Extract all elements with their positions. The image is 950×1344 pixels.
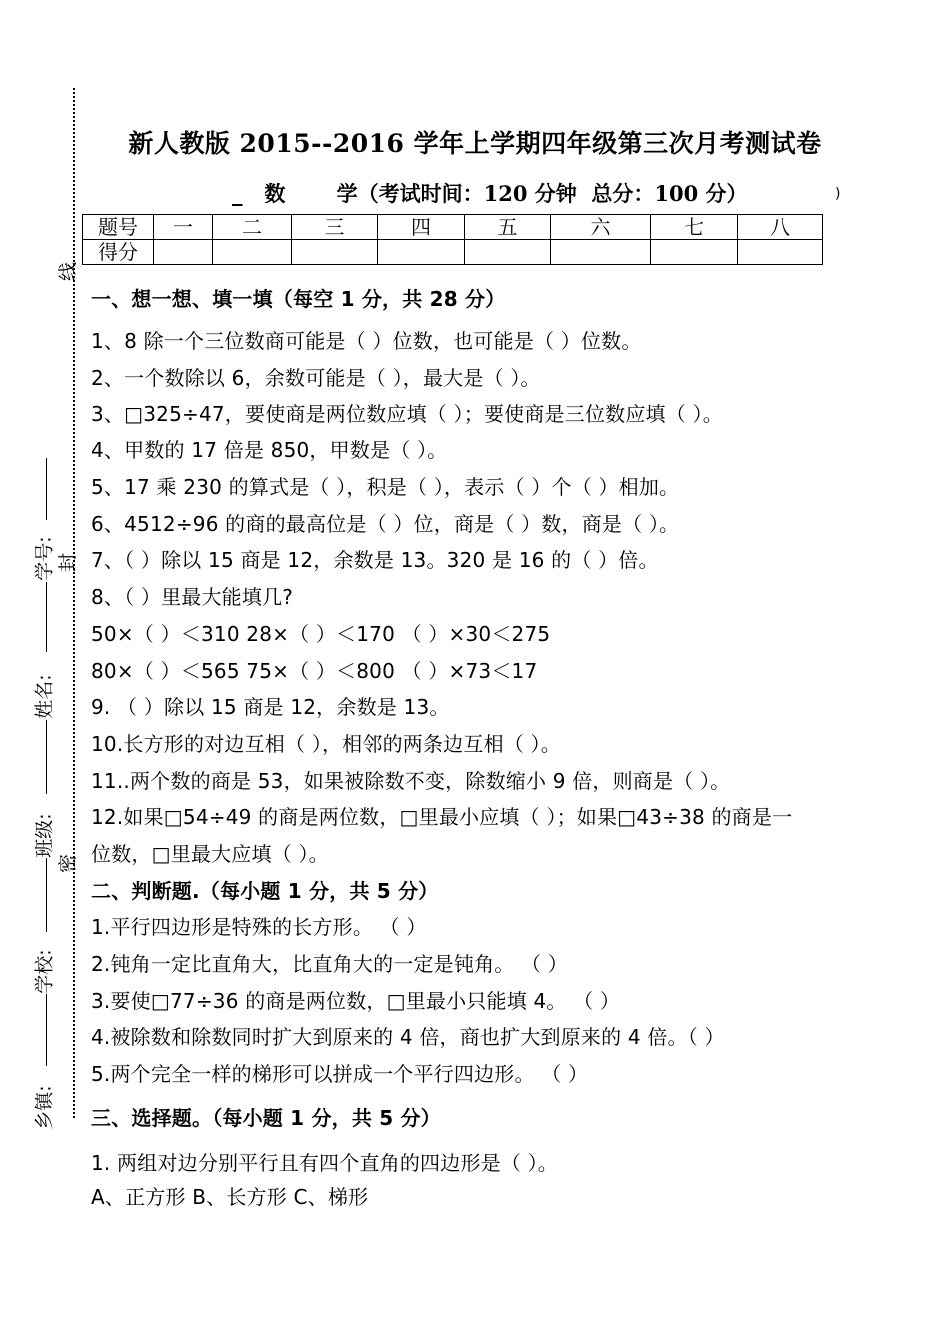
score-cell — [378, 240, 465, 265]
score-cell — [551, 240, 651, 265]
score-cell — [213, 240, 292, 265]
section2-heading: 二、判断题.（每小题 1 分，共 5 分） — [91, 879, 439, 903]
exam-subtitle: _ 数 学（考试时间：120 分钟 总分：100 分） — [232, 181, 748, 206]
question-line: 位数，□里最大应填（ ）。 — [91, 842, 329, 866]
score-cell — [738, 240, 823, 265]
question-line: 10.长方形的对边互相（ ），相邻的两条边互相（ ）。 — [91, 732, 561, 756]
section3-heading: 三、选择题。（每小题 1 分，共 5 分） — [91, 1106, 441, 1130]
question-line: 80×（ ）＜565 75×（ ）＜800 （ ）×73＜17 — [91, 659, 538, 683]
score-table-col-6: 六 — [551, 215, 651, 240]
score-table-col-2: 二 — [213, 215, 292, 240]
name-line — [46, 582, 47, 652]
question-line: 9. （ ）除以 15 商是 12，余数是 13。 — [91, 695, 450, 719]
score-table-col-3: 三 — [292, 215, 378, 240]
question-line: 11..两个数的商是 53，如果被除数不变，除数缩小 9 倍，则商是（ ）。 — [91, 769, 731, 793]
judgment-line: 1.平行四边形是特殊的长方形。 （ ） — [91, 915, 427, 939]
score-cell — [154, 240, 213, 265]
score-table-col-4: 四 — [378, 215, 465, 240]
binding-label-mi: 密 — [57, 853, 80, 874]
score-table-score-row — [83, 240, 823, 265]
choice-options-line: A、正方形 B、长方形 C、梯形 — [91, 1185, 369, 1209]
question-line: 50×（ ）＜310 28×（ ）＜170 （ ）×30＜275 — [91, 622, 551, 646]
choice-question-line: 1. 两组对边分别平行且有四个直角的四边形是（ ）。 — [91, 1151, 558, 1175]
township-label: 乡镇: — [33, 1085, 56, 1130]
question-line: 4、甲数的 17 倍是 850，甲数是（ ）。 — [91, 438, 448, 462]
score-table-label-number: 题号 — [83, 215, 154, 240]
question-line: 3、□325÷47，要使商是两位数应填（ ）；要使商是三位数应填（ ）。 — [91, 402, 723, 426]
name-label: 姓名: — [33, 674, 56, 719]
question-line: 5、17 乘 230 的算式是（ ），积是（ ），表示（ ）个（ ）相加。 — [91, 475, 680, 499]
judgment-line: 3.要使□77÷36 的商是两位数，□里最小只能填 4。 （ ） — [91, 989, 621, 1013]
score-table-col-8: 八 — [738, 215, 823, 240]
township-line — [46, 994, 47, 1066]
question-line: 12.如果□54÷49 的商是两位数，□里最小应填（ ）；如果□43÷38 的商是一 — [91, 805, 793, 829]
student-id-line — [46, 458, 47, 520]
judgment-line: 5.两个完全一样的梯形可以拼成一个平行四边形。 （ ） — [91, 1062, 589, 1086]
binding-label-feng: 封 — [57, 552, 80, 573]
score-cell — [651, 240, 738, 265]
score-table-col-1: 一 — [154, 215, 213, 240]
score-table-col-7: 七 — [651, 215, 738, 240]
judgment-line: 4.被除数和除数同时扩大到原来的 4 倍，商也扩大到原来的 4 倍。（ ） — [91, 1025, 725, 1049]
score-cell — [292, 240, 378, 265]
binding-label-xian: 线 — [57, 261, 80, 282]
school-label: 学校: — [33, 949, 56, 994]
question-line: 2、一个数除以 6，余数可能是（ ），最大是（ ）。 — [91, 366, 541, 390]
score-table-header-row — [83, 215, 823, 240]
question-line: 1、8 除一个三位数商可能是（ ）位数，也可能是（ ）位数。 — [91, 329, 642, 353]
class-line — [46, 720, 47, 794]
question-line: 6、4512÷96 的商的最高位是（ ）位，商是（ ）数，商是（ ）。 — [91, 512, 680, 536]
class-label: 班级: — [33, 813, 56, 858]
exam-title: 新人教版 2015--2016 学年上学期四年级第三次月考测试卷 — [128, 129, 822, 158]
score-table — [82, 214, 823, 265]
section1-heading: 一、想一想、填一填（每空 1 分，共 28 分） — [91, 287, 506, 311]
student-id-label: 学号: — [33, 536, 56, 581]
question-line: 7、（ ）除以 15 商是 12，余数是 13。320 是 16 的（ ）倍。 — [91, 548, 659, 572]
subtitle-paren: ) — [835, 186, 841, 202]
school-line — [46, 858, 47, 932]
score-table-label-score: 得分 — [83, 240, 154, 265]
judgment-line: 2.钝角一定比直角大，比直角大的一定是钝角。 （ ） — [91, 952, 568, 976]
question-line: 8、（ ）里最大能填几? — [91, 585, 294, 609]
score-table-col-5: 五 — [465, 215, 551, 240]
binding-dotted-line — [73, 88, 75, 1118]
score-cell — [465, 240, 551, 265]
